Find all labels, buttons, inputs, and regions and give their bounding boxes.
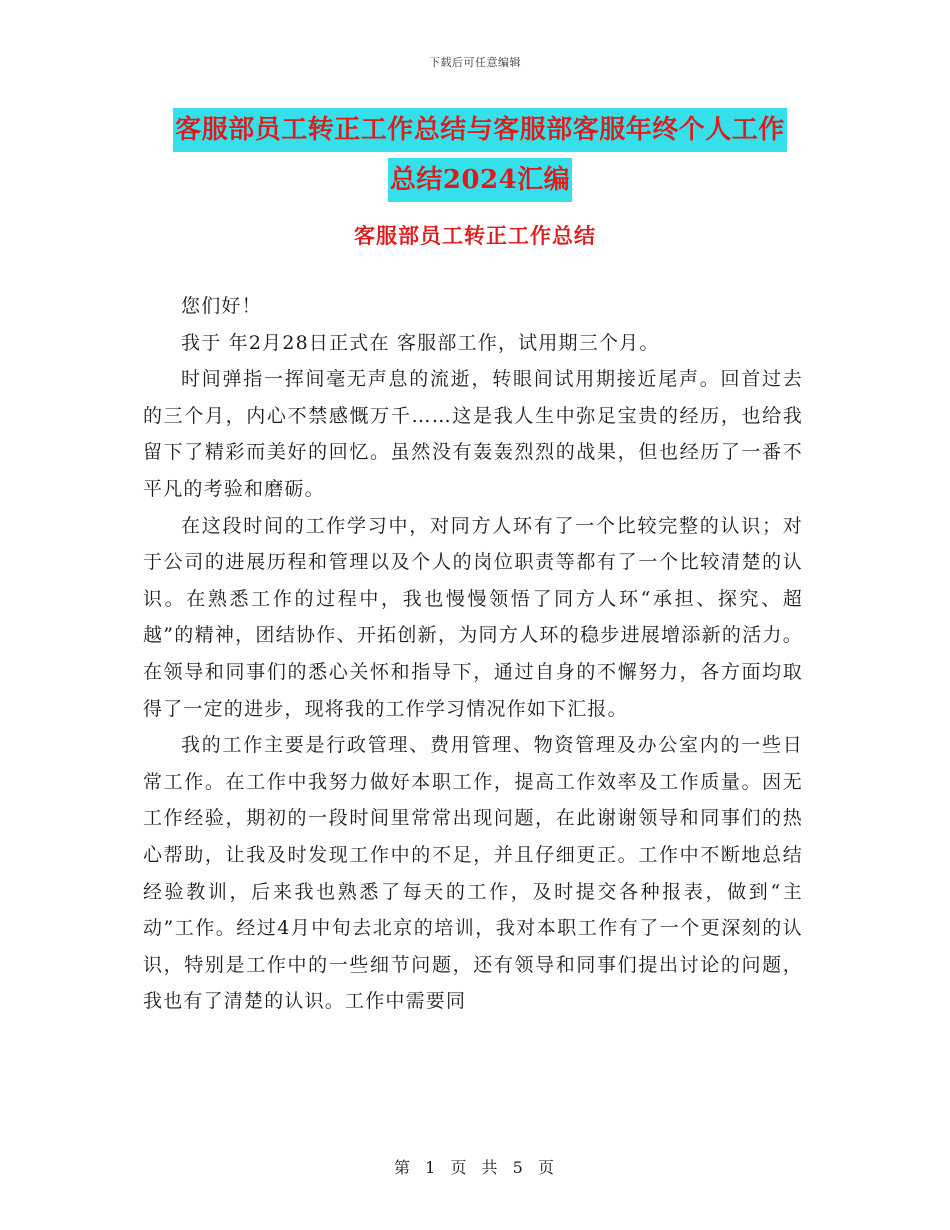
footer-total-label: 共 (481, 1158, 500, 1177)
page-footer (0, 1155, 950, 1178)
footer-prefix: 第 (394, 1158, 413, 1177)
section-heading: 客服部员工转正工作总结 (354, 223, 596, 248)
paragraph: 在这段时间的工作学习中，对同方人环有了一个比较完整的认识；对于公司的进展历程和管理以及个人的岗位职责等都有了一个比较清楚的认识。在熟悉工作的过程中，我也慢慢领悟了同方人环“承担、探究、超越”的精神，团结协作、开拓创新，为同方人环的稳步进展增添新的活力。在领导和同事们的悉心关怀和指导下，通过自身的不懈努力，各方面均取得了一定的进步，现将我的工作学习情况作如下汇报。 (143, 514, 803, 720)
document-title (150, 108, 810, 208)
total-pages: 5 (512, 1158, 525, 1177)
page-number: 1 (425, 1158, 438, 1177)
paragraph-greeting: 您们好！ (181, 295, 262, 317)
paragraph: 时间弹指一挥间毫无声息的流逝，转眼间试用期接近尾声。回首过去的三个月，内心不禁感慨万千……这是我人生中弥足宝贵的经历，也给我留下了精彩而美好的回忆。虽然没有轰轰烈烈的战果，但也经历了一番不平凡的考验和磨砺。 (143, 368, 803, 500)
body-text (143, 288, 803, 1020)
title-line-1: 客服部员工转正工作总结与客服部客服年终个人工作 (173, 108, 787, 152)
header-note: 下载后可任意编辑 (429, 56, 521, 69)
footer-suffix: 页 (537, 1158, 556, 1177)
paragraph: 我于 年2月28日正式在 客服部工作，试用期三个月。 (181, 331, 660, 354)
title-line-2: 总结2024汇编 (388, 158, 572, 202)
footer-page-label: 页 (450, 1158, 469, 1177)
paragraph: 我的工作主要是行政管理、费用管理、物资管理及办公室内的一些日常工作。在工作中我努力做好本职工作，提高工作效率及工作质量。因无工作经验，期初的一段时间里常常出现问题，在此谢谢领导和同事们的热心帮助，让我及时发现工作中的不足，并且仔细更正。工作中不断地总结经验教训，后来我也熟悉了每天的工作，及时提交各种报表，做到“主动”工作。经过4月中旬去北京的培训，我对本职工作有了一个更深刻的认识，特别是工作中的一些细节问题，还有领导和同事们提出讨论的问题，我也有了清楚的认识。工作中需要同 (143, 734, 803, 1013)
